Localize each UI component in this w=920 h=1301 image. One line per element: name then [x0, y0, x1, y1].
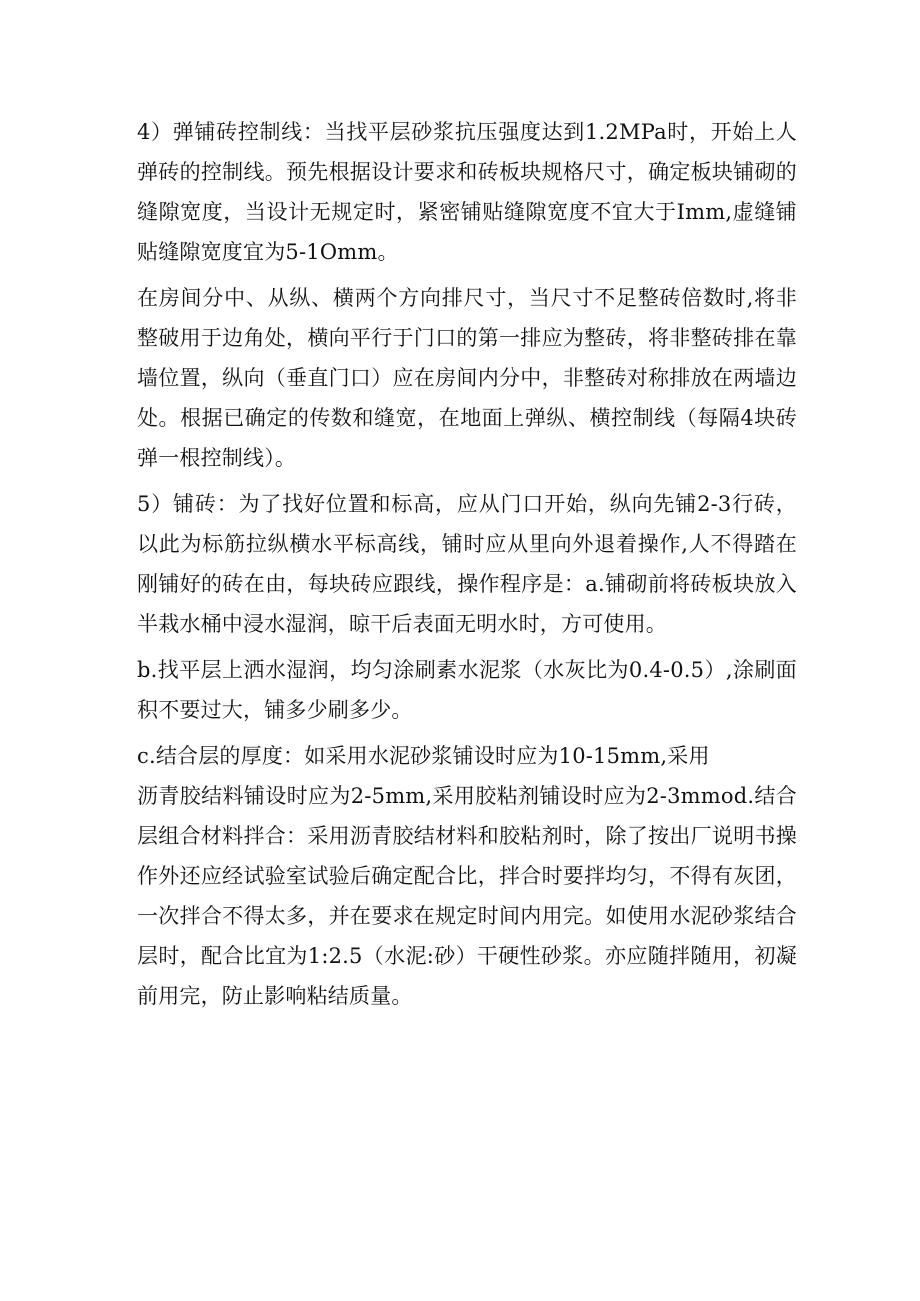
- paragraph-step-b: b.找平层上洒水湿润，均匀涂刷素水泥浆（水灰比为0.4-0.5）,涂刷面积不要过大，铺多少刷多少。: [137, 658, 797, 722]
- paragraph-tile-laying: 5）铺砖：为了找好位置和标高，应从门口开始，纵向先铺2-3行砖，以此为标筋拉纵横水平标高线，铺时应从里向外退着操作,人不得踏在刚铺好的砖在由，每块砖应跟线，操作程序是：a.铺砌前将砖板块放入半栽水桶中浸水湿润，晾干后表面无明水时，方可使用。: [137, 492, 797, 636]
- document-body: [137, 112, 797, 1022]
- paragraph-tile-control-lines: 4）弹铺砖控制线：当找平层砂浆抗压强度达到1.2MPa时，开始上人弹砖的控制线。预先根据设计要求和砖板块规格尺寸，确定板块铺砌的缝隙宽度，当设计无规定时，紧密铺贴缝隙宽度不宜大于Imm,虚缝铺贴缝隙宽度宜为5-1Omm。: [137, 120, 797, 264]
- paragraph-step-c-continued: 沥青胶结料铺设时应为2-5mm,采用胶粘剂铺设时应为2-3mmod.结合层组合材料拌合：采用沥青胶结材料和胶粘剂时，除了按出厂说明书操作外还应经试验室试验后确定配合比，拌合时要拌均匀，不得有灰团，一次拌合不得太多，并在要求在规定时间内用完。如使用水泥砂浆结合层时，配合比宜为1:2.5（水泥:砂）干硬性砂浆。亦应随拌随用，初凝前用完，防止影响粘结质量。: [137, 784, 797, 1008]
- paragraph-room-layout: 在房间分中、从纵、横两个方向排尺寸，当尺寸不足整砖倍数时,将非整破用于边角处，横向平行于门口的第一排应为整砖，将非整砖排在靠墙位置，纵向（垂直门口）应在房间内分中，非整砖对称排放在两墙边处。根据已确定的传数和缝宽，在地面上弹纵、横控制线（每隔4块砖弹一根控制线）。: [137, 286, 797, 470]
- paragraph-step-c: c.结合层的厚度：如采用水泥砂浆铺设时应为10-15mm,采用: [137, 744, 710, 768]
